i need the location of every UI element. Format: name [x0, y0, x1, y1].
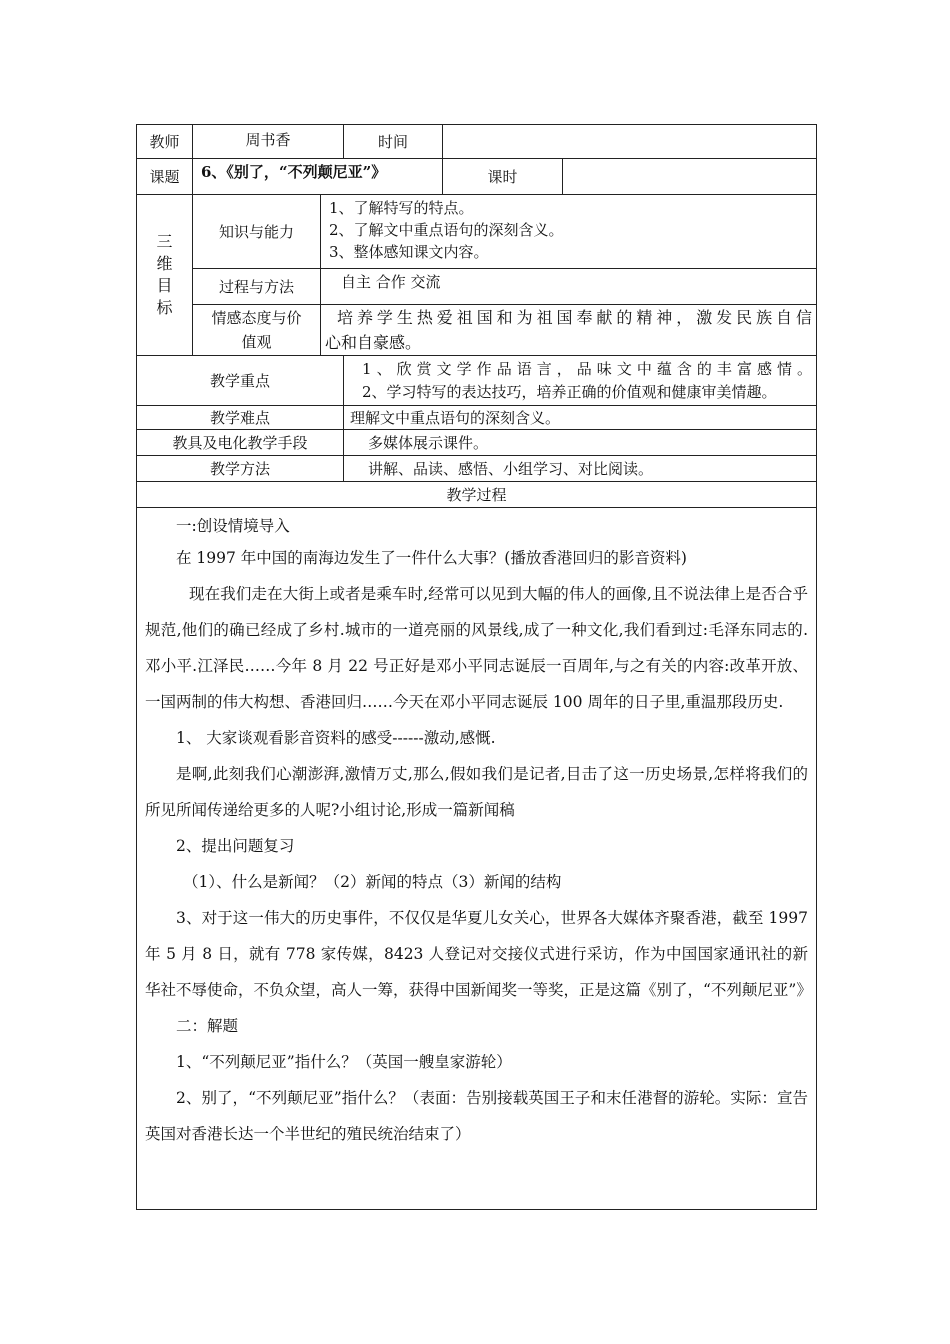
teacher-label: 教师: [137, 125, 193, 159]
objectives-label: 三 维 目 标: [137, 195, 193, 356]
topic-row: [137, 159, 817, 195]
lesson-plan-table: [136, 124, 817, 1210]
tools-row: [137, 430, 817, 456]
knowledge-row: [137, 195, 817, 269]
key-points-row: [137, 356, 817, 406]
process-title: 教学过程: [137, 482, 817, 508]
tools-text: 多媒体展示课件。: [344, 430, 817, 456]
process-method-text: 自主 合作 交流: [321, 269, 817, 305]
period-label: 课时: [443, 159, 563, 195]
paragraph: 1、 大家谈观看影音资料的感受------激动,感慨.: [176, 729, 496, 747]
process-method-row: [137, 269, 817, 305]
methods-text: 讲解、品读、感悟、小组学习、对比阅读。: [344, 456, 817, 482]
teacher-name: 周书香: [193, 125, 344, 159]
question: 2、别了，“不列颠尼亚”指什么？（表面：告别接载英国王子和末任港督的游轮。实际：宣告英国对香港长达一个半世纪的殖民统治结束了）: [145, 1089, 809, 1143]
knowledge-item: 1、了解特写的特点。: [329, 199, 474, 217]
methods-label: 教学方法: [137, 456, 344, 482]
topic-label: 课题: [137, 159, 193, 195]
emotion-row: [137, 305, 817, 356]
emotion-label: 情感态度与价 值观: [193, 305, 321, 356]
knowledge-item: 3、整体感知课文内容。: [329, 243, 489, 261]
difficulty-label: 教学难点: [137, 406, 344, 430]
key-points-label: 教学重点: [137, 356, 344, 406]
knowledge-item: 2、了解文中重点语句的深刻含义。: [329, 221, 564, 239]
teacher-row: [137, 125, 817, 159]
question: 1、“不列颠尼亚”指什么？（英国一艘皇家游轮）: [176, 1053, 512, 1071]
process-body: [137, 508, 817, 1210]
section1-title: 一:创设情境导入: [176, 517, 290, 535]
paragraph: 在 1997 年中国的南海边发生了一件什么大事？(播放香港回归的影音资料): [176, 549, 687, 567]
topic-value: 6、《别了，“不列颠尼亚”》: [193, 159, 443, 195]
paragraph: （1）、什么是新闻？（2）新闻的特点（3）新闻的结构: [183, 873, 562, 891]
section2-title: 二：解题: [176, 1017, 239, 1035]
methods-row: [137, 456, 817, 482]
paragraph: 3、对于这一伟大的历史事件，不仅仅是华夏儿女关心，世界各大媒体齐聚香港，截至 1997 年 5 月 8 日，就有 778 家传媒，8423 人登记对交接仪式进行采访，作为中国国家通讯社的新华社不辱使命，不负众望，高人一筹，获得中国新闻奖一等奖，正是这篇《别了，“不列颠尼亚”》: [145, 909, 812, 999]
paragraph: 是啊,此刻我们心潮澎湃,激情万丈,那么,假如我们是记者,目击了这一历史场景,怎样将我们的所见所闻传递给更多的人呢?小组讨论,形成一篇新闻稿: [145, 765, 809, 819]
time-label: 时间: [344, 125, 443, 159]
period-value: [563, 159, 817, 195]
knowledge-items: [321, 195, 817, 269]
key-points-text: 1、欣赏文学作品语言，品味文中蕴含的丰富感情。 2、学习特写的表达技巧，培养正确的价值观和健康审美情趣。: [344, 356, 817, 406]
difficulty-row: [137, 406, 817, 430]
paragraph: 2、提出问题复习: [176, 837, 295, 855]
process-title-row: [137, 482, 817, 508]
tools-label: 教具及电化教学手段: [137, 430, 344, 456]
paragraph: 现在我们走在大街上或者是乘车时,经常可以见到大幅的伟人的画像,且不说法律上是否合乎规范,他们的确已经成了乡村.城市的一道亮丽的风景线,成了一种文化,我们看到过:毛泽东同志的.邓小平.江泽民……今年 8 月 22 号正好是邓小平同志诞辰一百周年,与之有关的内容:改革开放、一国两制的伟大构想、香港回归……今天在邓小平同志诞辰 100 周年的日子里,重温那段历史.: [145, 585, 809, 711]
difficulty-text: 理解文中重点语句的深刻含义。: [344, 406, 817, 430]
process-method-label: 过程与方法: [193, 269, 321, 305]
knowledge-label: 知识与能力: [193, 195, 321, 269]
process-body-row: [137, 508, 817, 1210]
emotion-text: 培养学生热爱祖国和为祖国奉献的精神，激发民族自信 心和自豪感。: [321, 305, 817, 356]
time-value: [443, 125, 817, 159]
